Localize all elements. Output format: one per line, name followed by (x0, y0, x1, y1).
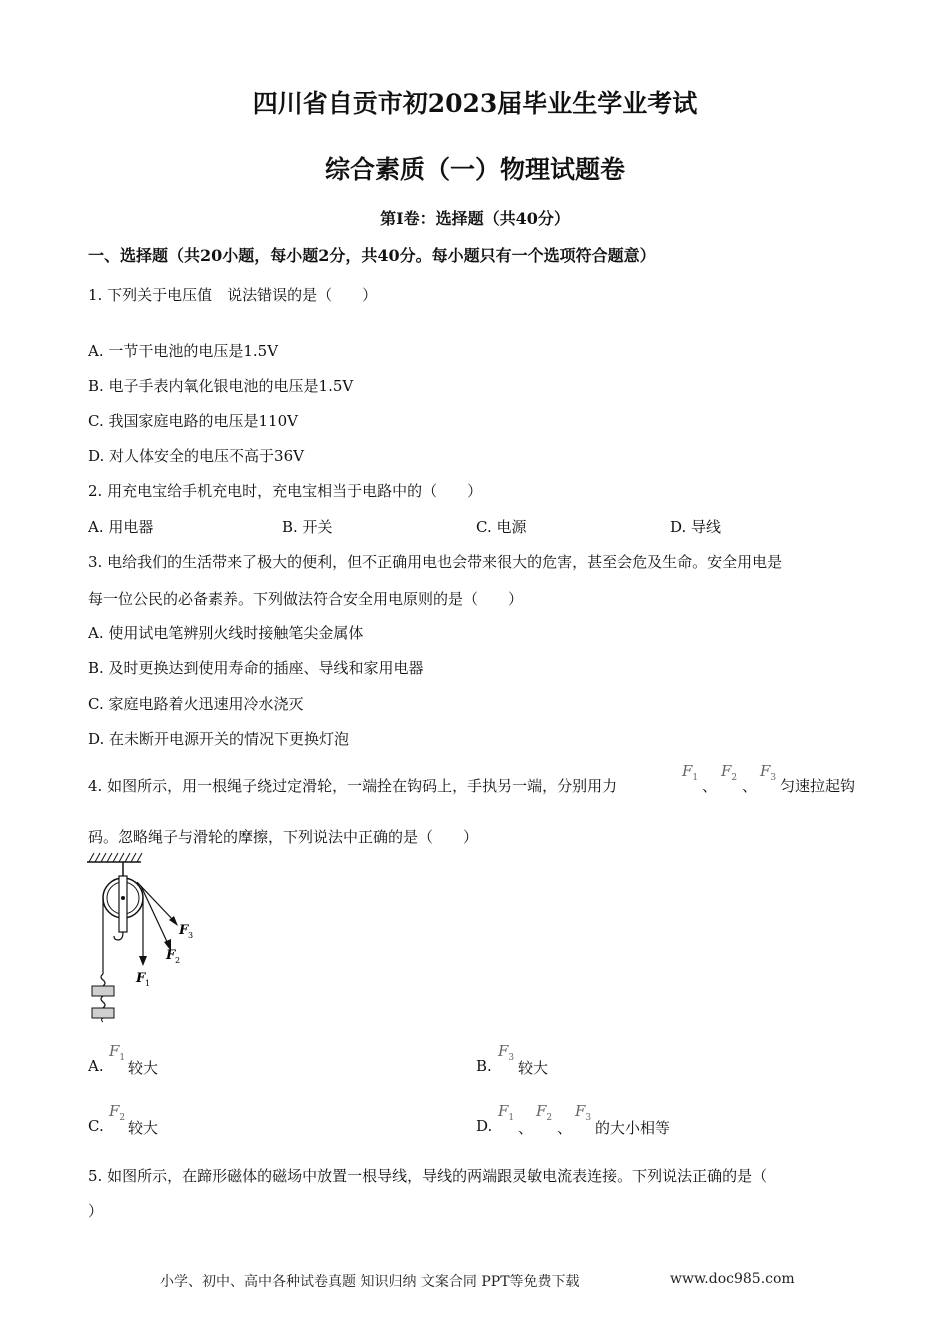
q4-option-b-prefix: B. (476, 1057, 492, 1075)
q4-option-d-sep: 、 (557, 1119, 573, 1137)
part-header: 一、选择题（共20小题，每小题2分，共40分。每小题只有一个选项符合题意） (88, 246, 656, 265)
q4-separator: 、 (742, 777, 758, 795)
section-title: 第I卷：选择题（共40分） (380, 209, 570, 228)
q4-option-d-suffix: 的大小相等 (595, 1119, 671, 1137)
q3-option-c: C. 家庭电路着火迅速用冷水浇灭 (88, 695, 304, 713)
q1-stem: 1. 下列关于电压值 说法错误的是（ ） (88, 286, 378, 304)
q4-option-c-suffix: 较大 (128, 1119, 159, 1137)
q3-option-a: A. 使用试电笔辨别火线时接触笔尖金属体 (88, 624, 364, 642)
q3-stem-line2: 每一位公民的必备素养。下列做法符合安全用电原则的是（ ） (88, 590, 524, 608)
q4-option-a-suffix: 较大 (128, 1059, 159, 1077)
q3-option-b: B. 及时更换达到使用寿命的插座、导线和家用电器 (88, 659, 424, 677)
label-f2-sub: 2 (175, 956, 181, 965)
q4-option-d-force-f3: $F_3$ (575, 1102, 592, 1123)
q4-option-b-force: $F_3$ (498, 1042, 515, 1063)
q1-option-b: B. 电子手表内氧化银电池的电压是1.5V (88, 377, 354, 395)
q4-option-b-suffix: 较大 (518, 1059, 549, 1077)
q5-stem-line1: 5. 如图所示，在蹄形磁体的磁场中放置一根导线，导线的两端跟灵敏电流表连接。下列说法正确的是（ (88, 1167, 768, 1185)
label-f3-sub: 3 (188, 931, 194, 940)
q2-option-b: B. 开关 (282, 518, 333, 536)
q4-option-d-prefix: D. (476, 1117, 493, 1135)
exam-subtitle: 综合素质（一）物理试题卷 (324, 155, 625, 184)
q5-stem-line2: ） (88, 1202, 104, 1220)
q4-separator: 、 (702, 777, 718, 795)
q4-stem-force-f2: $F_2$ (721, 762, 738, 783)
q4-option-a-force: $F_1$ (109, 1042, 126, 1063)
q4-stem-line2: 码。忽略绳子与滑轮的摩擦，下列说法中正确的是（ ） (88, 828, 479, 846)
q4-stem-part1: 4. 如图所示，用一根绳子绕过定滑轮，一端拴在钩码上，手执另一端，分别用力 (88, 777, 618, 795)
q4-option-c-prefix: C. (88, 1117, 104, 1135)
footer-link[interactable]: www.doc985.com (670, 1271, 795, 1287)
q2-option-a: A. 用电器 (88, 518, 154, 536)
label-f3: F (179, 923, 189, 938)
q4-stem-force-f1: $F_1$ (682, 762, 699, 783)
label-f1-sub: 1 (145, 979, 151, 988)
q4-option-c-force: $F_2$ (109, 1102, 126, 1123)
label-f1: F (136, 971, 146, 986)
q4-option-d-force-f1: $F_1$ (498, 1102, 515, 1123)
q4-option-d-sep: 、 (518, 1119, 534, 1137)
q2-option-c: C. 电源 (476, 518, 527, 536)
footer-text: 小学、初中、高中各种试卷真题 知识归纳 文案合同 PPT等免费下载 (160, 1274, 580, 1290)
q4-stem-force-f3: $F_3$ (760, 762, 777, 783)
q1-option-d: D. 对人体安全的电压不高于36V (88, 447, 304, 465)
pulley-figure (85, 850, 215, 1030)
exam-title: 四川省自贡市初2023届毕业生学业考试 (252, 89, 698, 118)
label-f2: F (166, 948, 176, 963)
q2-option-d: D. 导线 (670, 518, 722, 536)
q3-stem-line1: 3. 电给我们的生活带来了极大的便利，但不正确用电也会带来很大的危害，甚至会危及生命。安全用电是 (88, 553, 783, 571)
q4-stem-part2: 匀速拉起钩 (780, 777, 856, 795)
q2-stem: 2. 用充电宝给手机充电时，充电宝相当于电路中的（ ） (88, 482, 483, 500)
q4-option-d-force-f2: $F_2$ (536, 1102, 553, 1123)
q1-option-c: C. 我国家庭电路的电压是110V (88, 412, 298, 430)
q3-option-d: D. 在未断开电源开关的情况下更换灯泡 (88, 730, 350, 748)
q1-option-a: A. 一节干电池的电压是1.5V (88, 342, 279, 360)
q4-option-a-prefix: A. (88, 1057, 104, 1075)
